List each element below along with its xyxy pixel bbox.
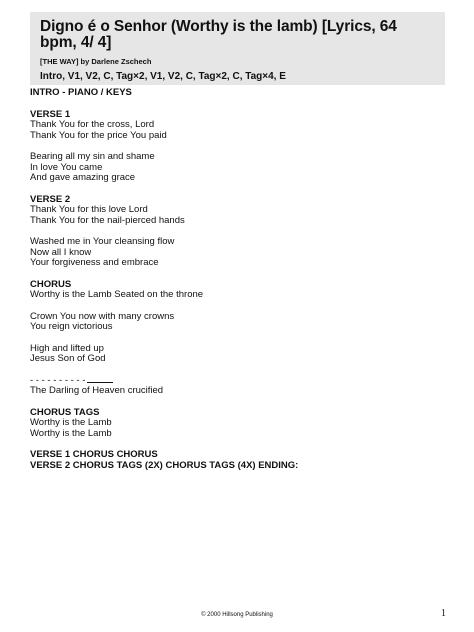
lyric-line: Your forgiveness and embrace bbox=[30, 257, 159, 268]
page-number: 1 bbox=[441, 608, 446, 619]
lyrics-body bbox=[30, 88, 445, 471]
lyric-line: Worthy is the Lamb Seated on the throne bbox=[30, 289, 204, 300]
chorus-stanza1 bbox=[30, 290, 445, 301]
dash-underline bbox=[87, 376, 113, 383]
lyric-line: Bearing all my sin and shame bbox=[30, 151, 155, 162]
lyric-line: High and lifted up bbox=[30, 342, 104, 354]
verse2-stanza2 bbox=[30, 237, 445, 269]
song-title: Digno é o Senhor (Worthy is the lamb) [Lyrics, 64 bpm, 4/ 4] bbox=[40, 18, 397, 51]
chorus-stanza3 bbox=[30, 344, 445, 365]
lyric-line: You reign victorious bbox=[30, 321, 113, 332]
chorus-label: CHORUS bbox=[30, 278, 72, 290]
lyric-line: Crown You now with many crowns bbox=[30, 310, 175, 322]
lyric-line: Washed me in Your cleansing flow bbox=[30, 236, 175, 247]
song-order bbox=[30, 450, 445, 471]
verse1-stanza2 bbox=[30, 152, 445, 184]
chorus-stanza4 bbox=[30, 376, 445, 397]
verse1-section bbox=[30, 110, 445, 184]
verse2-section bbox=[30, 195, 445, 269]
verse1-stanza1 bbox=[30, 120, 445, 141]
copyright-footer: © 2000 Hillsong Publishing bbox=[201, 612, 273, 618]
lyric-line: Worthy is the Lamb bbox=[30, 417, 112, 428]
lyric-line: Thank You for the nail-pierced hands bbox=[30, 214, 185, 226]
chorus-tags-label: CHORUS TAGS bbox=[30, 406, 100, 418]
lyric-line: Now all I know bbox=[30, 246, 92, 258]
lyric-line: Thank You for the price You paid bbox=[30, 129, 167, 141]
lyric-line: Worthy is the Lamb bbox=[30, 427, 112, 439]
lyric-line: Jesus Son of God bbox=[30, 353, 106, 364]
verse1-label: VERSE 1 bbox=[30, 108, 71, 120]
verse2-stanza1 bbox=[30, 205, 445, 226]
intro-label: INTRO - PIANO / KEYS bbox=[30, 87, 132, 98]
dash-text: - - - - - - - - - - bbox=[30, 374, 86, 386]
song-byline: [THE WAY] by Darlene Zschech bbox=[40, 57, 152, 66]
verse2-label: VERSE 2 bbox=[30, 193, 71, 205]
chorus-stanza2 bbox=[30, 312, 445, 333]
lyric-line: Thank You for the cross, Lord bbox=[30, 119, 155, 130]
song-header bbox=[30, 12, 445, 85]
lyric-line: And gave amazing grace bbox=[30, 172, 136, 183]
lyric-line: The Darling of Heaven crucified bbox=[30, 385, 164, 396]
order-line-2: VERSE 2 CHORUS TAGS (2X) CHORUS TAGS (4X) ENDING: bbox=[30, 459, 299, 471]
song-arrangement: Intro, V1, V2, C, Tag×2, V1, V2, C, Tag×2, C, Tag×4, E bbox=[40, 71, 286, 82]
lyric-line: In love You came bbox=[30, 161, 103, 173]
lyric-line: Thank You for this love Lord bbox=[30, 204, 148, 215]
intro-section bbox=[30, 88, 445, 99]
chorus-tags-section bbox=[30, 408, 445, 440]
order-line-1: VERSE 1 CHORUS CHORUS bbox=[30, 449, 158, 460]
chorus-section bbox=[30, 280, 445, 397]
